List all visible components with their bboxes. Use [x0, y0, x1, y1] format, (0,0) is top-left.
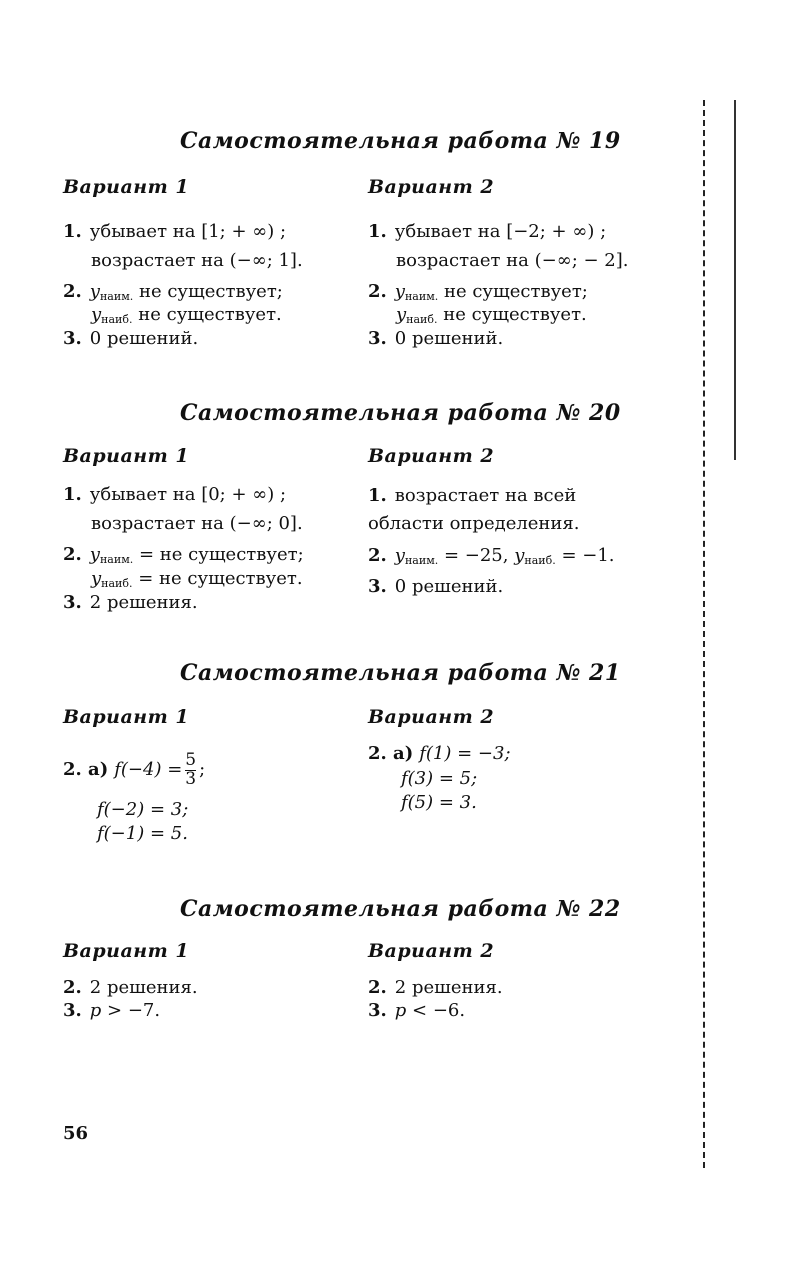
s20-variant1-label: Вариант 1 — [63, 445, 190, 467]
s19-v1-line-1: 1. убывает на [1; + ∞) ; — [63, 221, 287, 242]
s22-v1-line-1: 2. 2 решения. — [63, 977, 198, 998]
s20-v2-line-3: 2. $y_{наим.} = -25$, $y_{наиб.} = -1$. — [368, 545, 615, 567]
s19-v2-line-3: 2. $y_{наим.}$ не существует; — [368, 281, 588, 303]
s22-variant2-label: Вариант 2 — [368, 940, 495, 962]
s20-v2-line-4: 3. 0 решений. — [368, 576, 504, 597]
s19-v2-line-5: 3. 0 решений. — [368, 328, 504, 349]
s19-v2-line-1: 1. убывает на [−2; + ∞) ; — [368, 221, 607, 242]
s21-variant2-label: Вариант 2 — [368, 706, 495, 728]
s22-v2-line-1: 2. 2 решения. — [368, 977, 503, 998]
s20-v1-line-3: 2. $y_{наим.}$ = не существует; — [63, 544, 304, 566]
s20-v2-line-1: 1. возрастает на всей — [368, 485, 577, 506]
s19-v2-line-4: $y_{наиб.}$ не существует. — [396, 304, 587, 326]
s21-v1-line-3: f(−1) = 5. — [97, 823, 188, 844]
section-title-21: Самостоятельная работа № 21 — [180, 660, 621, 686]
section-title-19: Самостоятельная работа № 19 — [180, 128, 621, 154]
s22-v2-line-2: 3. p < −6. — [368, 1000, 466, 1021]
s20-v1-line-4: $y_{наиб.}$ = не существует. — [91, 568, 303, 590]
section-title-22: Самостоятельная работа № 22 — [180, 896, 621, 922]
s19-v1-line-3: 2. $y_{наим.}$ не существует; — [63, 281, 283, 303]
s22-variant1-label: Вариант 1 — [63, 940, 190, 962]
page-number: 56 — [63, 1123, 89, 1144]
section-title-20: Самостоятельная работа № 20 — [180, 400, 621, 426]
s20-v1-line-2: возрастает на (−∞; 0]. — [91, 513, 303, 534]
s19-variant2-label: Вариант 2 — [368, 176, 495, 198]
s21-v1-line-1: 2. а) f(−4) = $\frac{5}{3}$ ; — [63, 749, 206, 789]
s20-v2-line-2: области определения. — [368, 513, 580, 534]
s21-v2-line-1: 2. а) f(1) = −3; — [368, 743, 511, 764]
page-edge-line — [734, 100, 736, 460]
s19-v1-line-4: $y_{наиб.}$ не существует. — [91, 304, 282, 326]
s22-v1-line-2: 3. p > −7. — [63, 1000, 161, 1021]
s21-v1-line-2: f(−2) = 3; — [97, 799, 189, 820]
s21-v2-line-2: f(3) = 5; — [401, 768, 478, 789]
s21-v2-line-3: f(5) = 3. — [401, 792, 477, 813]
s19-v2-line-2: возрастает на (−∞; − 2]. — [396, 250, 629, 271]
s20-v1-line-1: 1. убывает на [0; + ∞) ; — [63, 484, 287, 505]
fraction-five-thirds: $\frac{5}{3}$ — [185, 749, 197, 789]
s19-v1-line-5: 3. 0 решений. — [63, 328, 199, 349]
s19-v1-line-2: возрастает на (−∞; 1]. — [91, 250, 303, 271]
s19-variant1-label: Вариант 1 — [63, 176, 190, 198]
s20-variant2-label: Вариант 2 — [368, 445, 495, 467]
s20-v1-line-5: 3. 2 решения. — [63, 592, 198, 613]
s21-variant1-label: Вариант 1 — [63, 706, 190, 728]
dashed-cut-line — [703, 100, 705, 1168]
